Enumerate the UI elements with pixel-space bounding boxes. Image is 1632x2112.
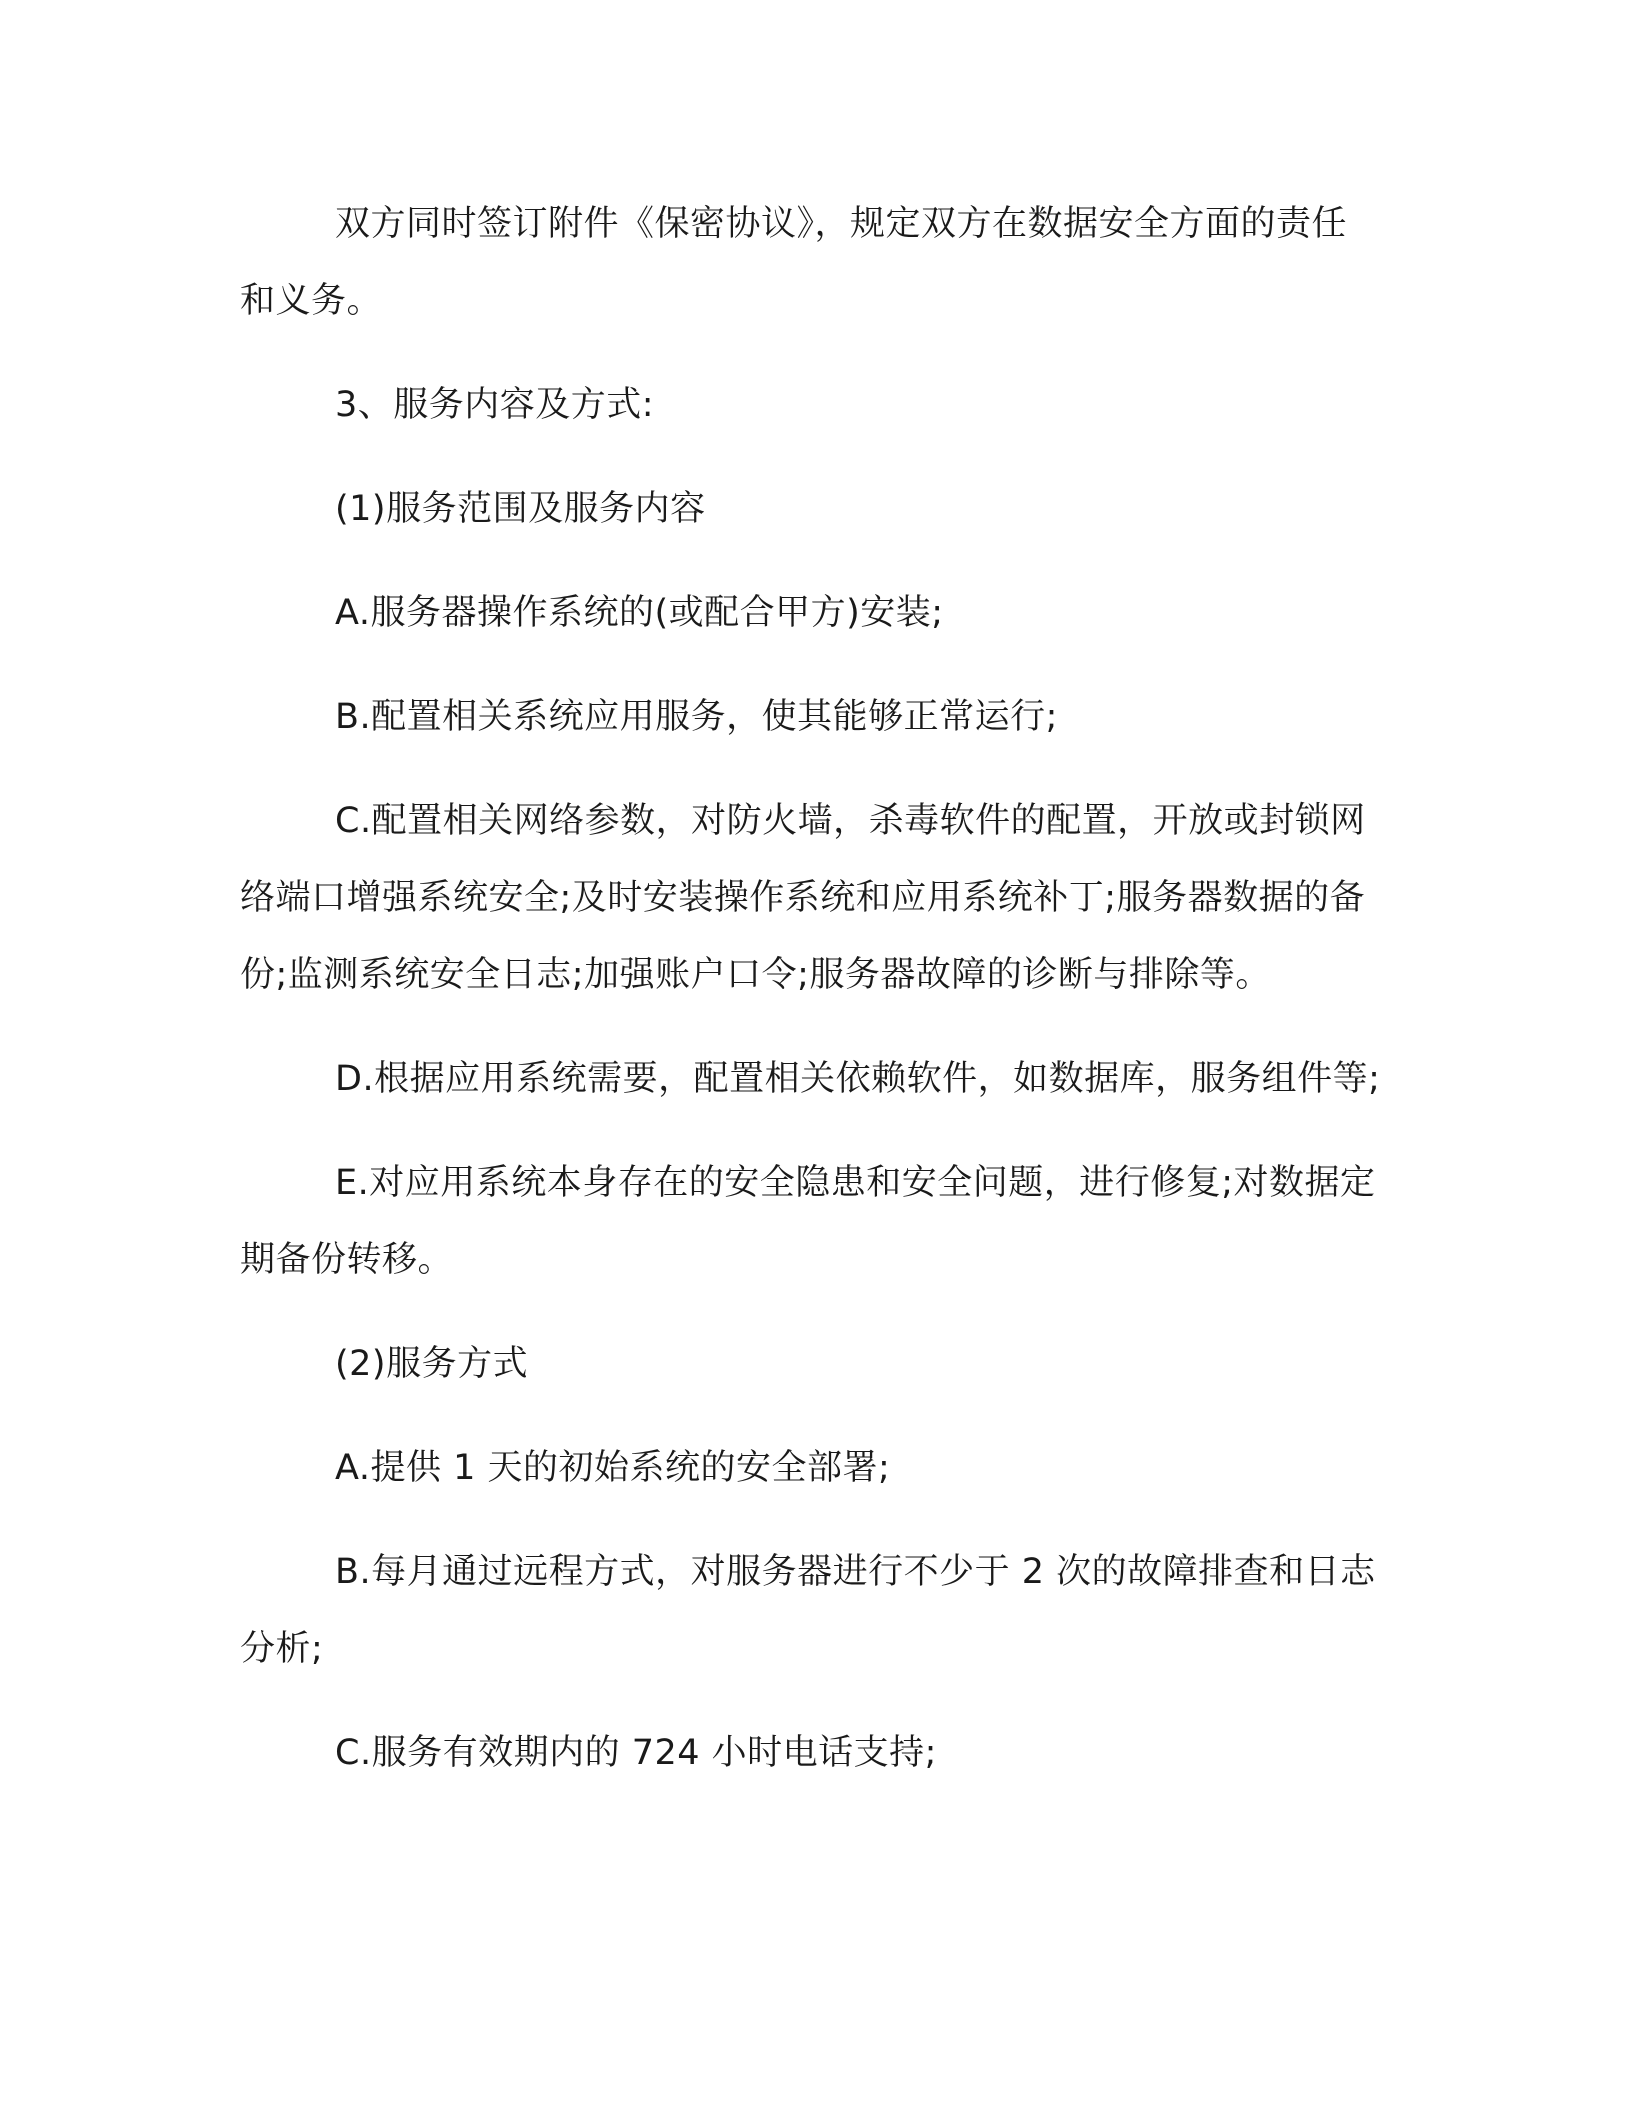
list-item-b-app-services: B.配置相关系统应用服务，使其能够正常运行;: [335, 697, 1058, 737]
list-item-c-phone-support: C.服务有效期内的 724 小时电话支持;: [335, 1733, 937, 1773]
list-item-a-os-install: A.服务器操作系统的(或配合甲方)安装;: [335, 593, 944, 633]
subsection-heading-service-scope: (1)服务范围及服务内容: [335, 489, 706, 529]
section-heading-service-content: 3、服务内容及方式:: [335, 385, 655, 425]
list-item-c-network-security: C.配置相关网络参数，对防火墙，杀毒软件的配置，开放或封锁网络端口增强系统安全;及时安装操作系统和应用系统补丁;服务器数据的备份;监测系统安全日志;加强账户口令;服务器故障的诊断与排除等。: [240, 801, 1366, 995]
paragraph-confidentiality-agreement: 双方同时签订附件《保密协议》，规定双方在数据安全方面的责任和义务。: [240, 204, 1348, 321]
list-item-e-security-fixes: E.对应用系统本身存在的安全隐患和安全问题，进行修复;对数据定期备份转移。: [240, 1163, 1376, 1280]
subsection-heading-service-method: (2)服务方式: [335, 1344, 529, 1384]
list-item-d-dependencies: D.根据应用系统需要，配置相关依赖软件，如数据库，服务组件等;: [335, 1059, 1381, 1099]
list-item-a-initial-deployment: A.提供 1 天的初始系统的安全部署;: [335, 1448, 891, 1488]
list-item-b-remote-troubleshooting: B.每月通过远程方式，对服务器进行不少于 2 次的故障排查和日志分析;: [240, 1552, 1376, 1669]
